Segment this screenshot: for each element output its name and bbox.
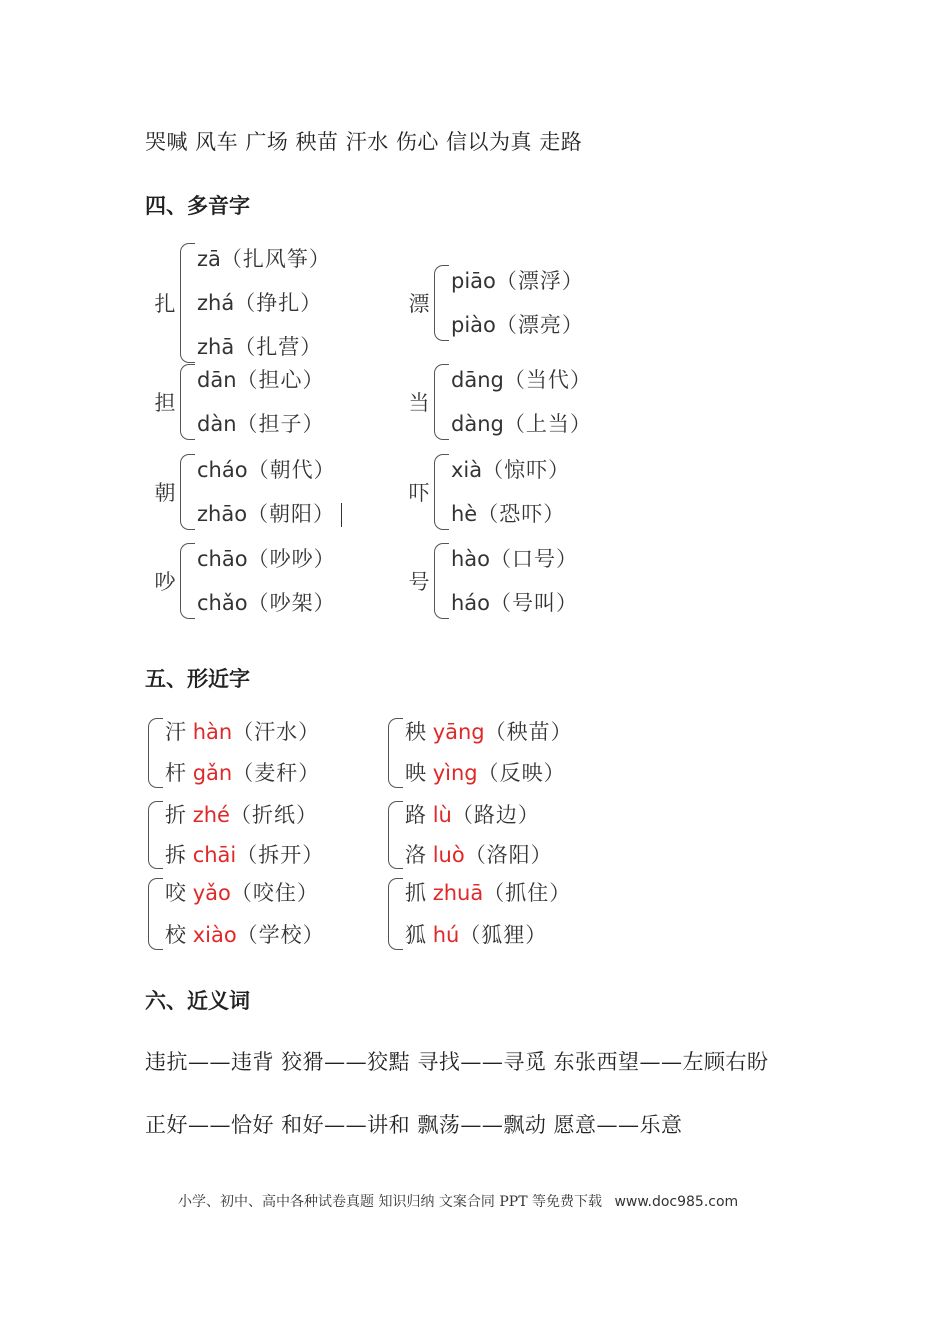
brace-icon [148, 718, 163, 788]
polyphone-entry: zā（扎风筝） [197, 247, 331, 271]
synonym-line: 正好——恰好 和好——讲和 飘荡——飘动 愿意——乐意 [145, 1113, 683, 1137]
brace-icon [180, 243, 195, 363]
similar-char-entry: 杆 gǎn（麦秆） [165, 761, 321, 785]
similar-char-entry: 狐 hú（狐狸） [405, 923, 548, 947]
similar-char-entry: 拆 chāi（拆开） [165, 843, 325, 867]
polyphone-entry: cháo（朝代） [197, 458, 336, 482]
polyphone-group [152, 448, 342, 536]
polyphone-entry: zhāo（朝阳） [197, 492, 342, 536]
similar-char-entry: 映 yìng（反映） [405, 761, 566, 785]
section-heading-polyphones: 四、多音字 [145, 193, 250, 218]
brace-icon [434, 364, 449, 440]
brace-icon [180, 364, 195, 440]
polyphone-group [406, 358, 592, 446]
polyphone-group [406, 537, 578, 625]
similar-char-group [146, 795, 324, 875]
similar-char-entry: 秧 yāng（秧苗） [405, 720, 573, 744]
similar-char-group [386, 712, 573, 794]
similar-char-entry: 汗 hàn（汗水） [165, 720, 321, 744]
polyphone-entry: dāng（当代） [451, 368, 592, 392]
brace-icon [180, 543, 195, 619]
polyphone-entry: piāo（漂浮） [451, 269, 584, 293]
brace-icon [388, 718, 403, 788]
polyphone-entry: piào（漂亮） [451, 313, 584, 337]
polyphone-entry: háo（号叫） [451, 591, 579, 615]
brace-icon [388, 801, 403, 869]
similar-char-group [146, 712, 320, 794]
polyphone-entry: dàn（担子） [197, 412, 325, 436]
polyphone-entry: dān（担心） [197, 368, 325, 392]
polyphone-char: 扎 [154, 292, 176, 316]
polyphone-group [152, 358, 325, 446]
footer [178, 1191, 738, 1211]
similar-char-entry: 折 zhé（折纸） [165, 803, 318, 827]
similar-char-entry: 抓 zhuā（抓住） [405, 881, 572, 905]
polyphone-entry: xià（惊吓） [451, 458, 571, 482]
brace-icon [388, 878, 403, 950]
polyphone-char: 漂 [408, 292, 430, 316]
text-cursor-icon [341, 503, 342, 527]
section-heading-synonyms: 六、近义词 [145, 988, 250, 1013]
polyphone-char: 吓 [408, 481, 430, 505]
similar-char-entry: 咬 yǎo（咬住） [165, 881, 319, 905]
polyphone-group [152, 237, 331, 369]
polyphone-group [152, 537, 336, 625]
vocabulary-line: 哭喊 风车 广场 秧苗 汗水 伤心 信以为真 走路 [145, 130, 583, 154]
similar-char-group [386, 872, 571, 956]
brace-icon [434, 454, 449, 530]
section-heading-similar-characters: 五、形近字 [145, 666, 250, 691]
brace-icon [148, 878, 163, 950]
brace-icon [434, 265, 449, 341]
brace-icon [434, 543, 449, 619]
footer-url[interactable]: www.doc985.com [614, 1194, 739, 1210]
polyphone-entry: zhā（扎营） [197, 335, 323, 359]
polyphone-char: 吵 [154, 570, 176, 594]
similar-char-entry: 洛 luò（洛阳） [405, 843, 553, 867]
polyphone-char: 朝 [154, 481, 176, 505]
polyphone-char: 号 [408, 570, 430, 594]
similar-char-group [146, 872, 325, 956]
polyphone-char: 担 [154, 391, 176, 415]
polyphone-entry: hè（恐吓） [451, 502, 566, 526]
polyphone-char: 当 [408, 391, 430, 415]
polyphone-entry: chāo（吵吵） [197, 547, 336, 571]
similar-char-entry: 路 lù（路边） [405, 803, 540, 827]
similar-char-entry: 校 xiào（学校） [165, 923, 325, 947]
polyphone-group [406, 259, 584, 347]
polyphone-entry: chǎo（吵架） [197, 591, 336, 615]
footer-text: 小学、初中、高中各种试卷真题 知识归纳 文案合同 PPT 等免费下载 [178, 1194, 602, 1210]
polyphone-entry: zhá（挣扎） [197, 291, 323, 315]
polyphone-group [406, 448, 570, 536]
brace-icon [148, 801, 163, 869]
brace-icon [180, 454, 195, 530]
similar-char-group [386, 795, 553, 875]
synonym-line: 违抗——违背 狡猾——狡黠 寻找——寻觅 东张西望——左顾右盼 [145, 1050, 769, 1074]
polyphone-entry: hào（口号） [451, 547, 579, 571]
polyphone-entry: dàng（上当） [451, 412, 592, 436]
